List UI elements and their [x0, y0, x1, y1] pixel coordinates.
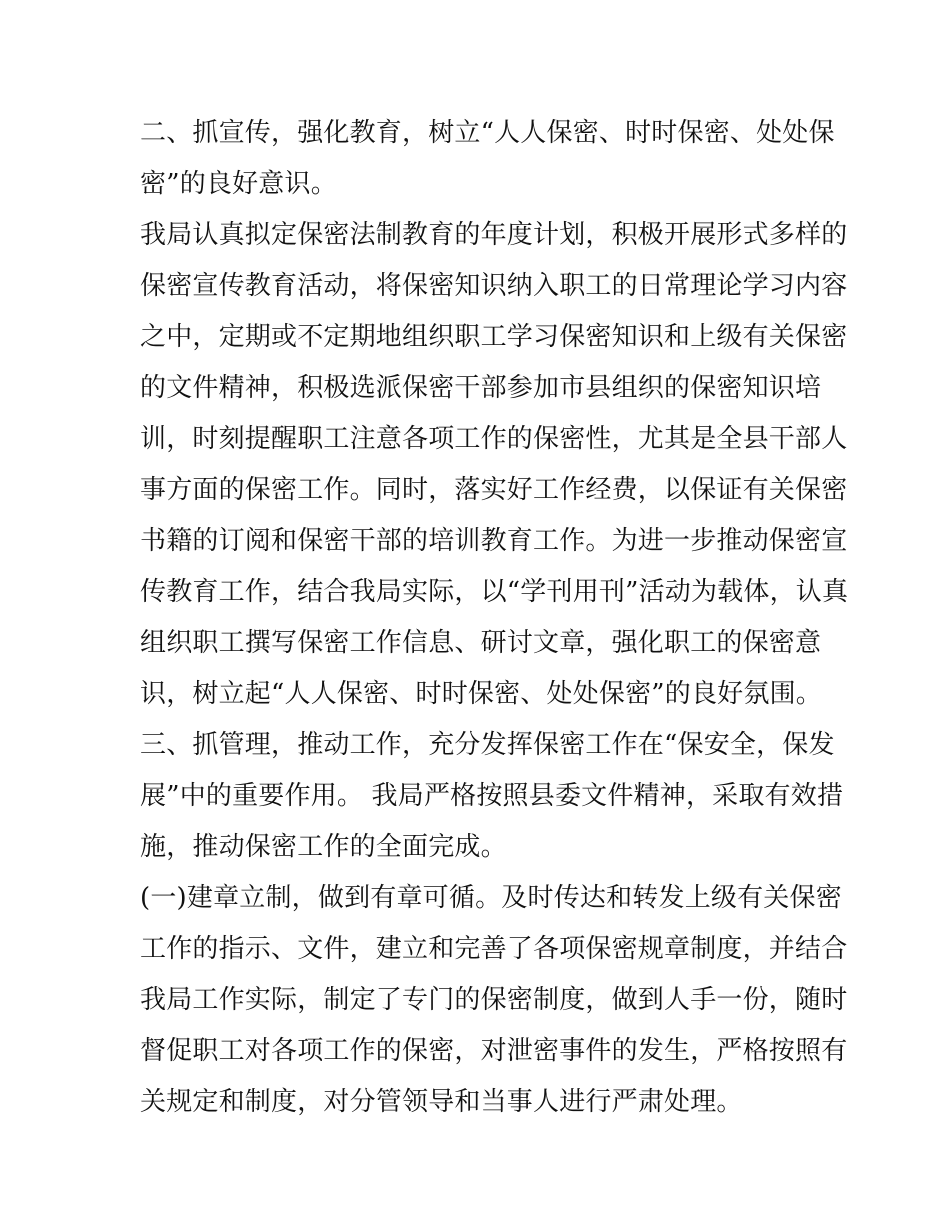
text-line-5: 之中，定期或不定期地组织职工学习保密知识和上级有关保密: [140, 322, 848, 352]
text-line-15: 施，推动保密工作的全面完成。: [140, 832, 507, 862]
text-line-2: 密”的良好意识。: [140, 169, 337, 199]
text-line-11: 组织职工撰写保密工作信息、研讨文章，强化职工的保密意: [140, 628, 822, 658]
text-line-20: 关规定和制度，对分管领导和当事人进行严肃处理。: [140, 1087, 743, 1117]
text-line-10: 传教育工作，结合我局实际，以“学刊用刊”活动为载体，认真: [140, 577, 849, 607]
text-line-3: 我局认真拟定保密法制教育的年度计划，积极开展形式多样的: [140, 220, 848, 250]
text-line-13: 三、抓管理，推动工作，充分发挥保密工作在“保安全，保发: [140, 730, 835, 760]
text-line-6: 的文件精神，积极选派保密干部参加市县组织的保密知识培: [140, 373, 822, 403]
text-line-14: 展”中的重要作用。 我局严格按照县委文件精神，采取有效措: [140, 781, 844, 811]
text-line-19: 督促职工对各项工作的保密，对泄密事件的发生，严格按照有: [140, 1036, 848, 1066]
text-line-8: 事方面的保密工作。同时，落实好工作经费，以保证有关保密: [140, 475, 848, 505]
text-line-16: (一)建章立制，做到有章可循。及时传达和转发上级有关保密: [140, 883, 842, 913]
text-line-4: 保密宣传教育活动，将保密知识纳入职工的日常理论学习内容: [140, 271, 848, 301]
document-body: [140, 108, 849, 1128]
text-line-1: 二、抓宣传，强化教育，树立“人人保密、时时保密、处处保: [140, 118, 835, 148]
text-line-17: 工作的指示、文件，建立和完善了各项保密规章制度，并结合: [140, 934, 848, 964]
text-line-9: 书籍的订阅和保密干部的培训教育工作。为进一步推动保密宣: [140, 526, 848, 556]
text-line-7: 训，时刻提醒职工注意各项工作的保密性，尤其是全县干部人: [140, 424, 848, 454]
text-line-12: 识，树立起“人人保密、时时保密、处处保密”的良好氛围。: [140, 679, 822, 709]
text-line-18: 我局工作实际，制定了专门的保密制度，做到人手一份，随时: [140, 985, 848, 1015]
